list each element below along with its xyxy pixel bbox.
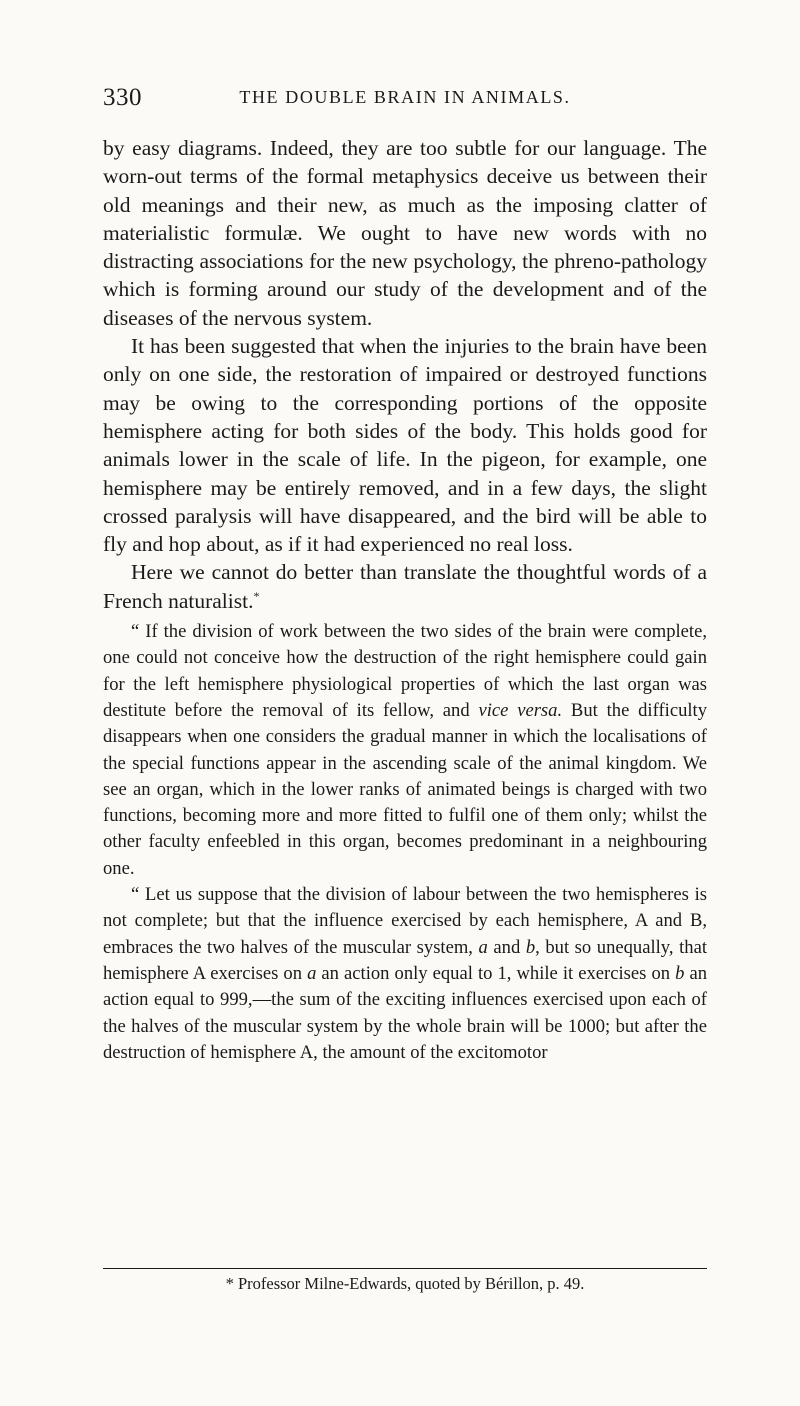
quote-italic: a [478,936,488,958]
main-text [103,134,707,1066]
footnote-marker: * [253,588,260,603]
running-title: THE DOUBLE BRAIN IN ANIMALS. [239,87,571,107]
quote-italic: vice versa. [478,699,563,721]
quote-text: , but so unequally, that hemisphere A exercises on [103,936,707,984]
footnote: * Professor Milne-Edwards, quoted by Bérillon, p. 49. [225,1274,585,1293]
quote-text: an action equal to 999,—the sum of the exciting influences exercised upon each of the halves of the muscular system by the whole brain will be 1000; but after the destruction of hemisphere A, the amount of the excitomotor [103,962,708,1063]
quote-text: an action only equal to 1, while it exercises on [316,962,676,984]
footnote-rule [103,1268,707,1269]
paragraph-continuation: by easy diagrams. Indeed, they are too subtle for our language. The worn-out terms of the formal metaphysics deceive us between their old meanings and their new, as much as the imposing clatter of materialistic formulæ. We ought to have new words with no distracting associations for the new psychology, the phreno-pathology which is forming around our study of the development and of the diseases of the nervous system. [103,136,707,330]
paragraph-translation-intro [103,558,707,615]
page-number: 330 [103,84,142,111]
running-head [103,84,707,114]
quote-italic: a [307,962,317,984]
quote-paragraph-1 [103,619,707,882]
quote-text: But the difficulty disappears when one considers the gradual manner in which the localisations of the special functions appear in the ascending scale of the animal kingdom. We see an organ, which in the lower ranks of animated beings is charged with two functions, becoming more and more fitted to fulfil one of them only; whilst the other faculty enfeebled in this organ, becomes predominant in a neighbouring one. [103,699,707,879]
paragraph-text: Here we cannot do better than translate the thoughtful words of a French naturalist. [103,560,707,613]
quote-text: “ Let us suppose that the division of labour between the two hemispheres is not complete; but that the influence exercised by each hemisphere, A and B, embraces the two halves of the muscular system, [103,884,707,958]
quote-paragraph-2 [103,882,707,1066]
quote-text: and [487,936,526,958]
quote-text: “ If the division of work between the two sides of the brain were complete, one could not conceive how the destruction of the right hemisphere could gain for the left hemisphere physiological properties of which the last organ was destitute before the removal of its fellow, and [103,621,707,721]
quote-italic: b [525,936,536,958]
paragraph-restoration: It has been suggested that when the injuries to the brain have been only on one side, the restoration of impaired or destroyed functions may be owing to the corresponding portions of the opposite hemisphere acting for both sides of the body. This holds good for animals lower in the scale of life. In the pigeon, for example, one hemisphere may be entirely removed, and in a few days, the slight crossed paralysis will have disappeared, and the bird will be able to fly and hop about, as if it had experienced no real loss. [103,334,707,557]
quote-italic: b [675,962,685,984]
quotation-block [103,619,707,1066]
